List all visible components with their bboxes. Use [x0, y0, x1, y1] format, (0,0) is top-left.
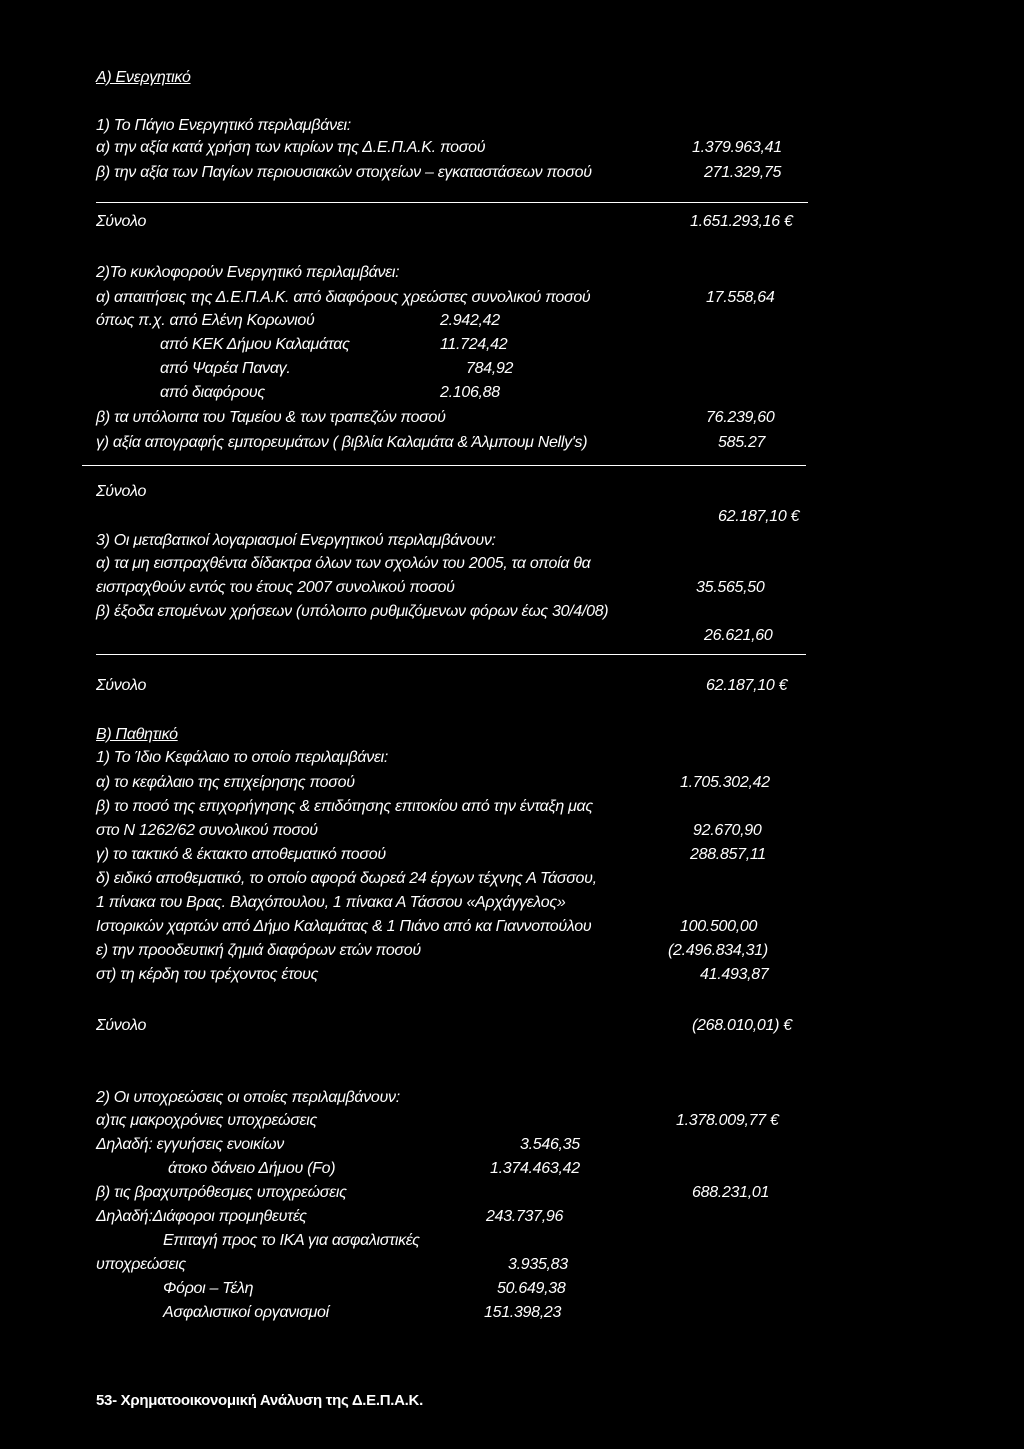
fixed-assets-total-value: 1.651.293,16 € — [690, 213, 793, 230]
current-assets-c-label: γ) αξία απογραφής εμπορευμάτων ( βιβλία Καλαμάτα & Άλμπουμ Nelly's) — [96, 434, 588, 451]
liabilities-b-detail-label: Φόροι – Τέλη — [163, 1280, 254, 1297]
equity-c-label: γ) το τακτικό & έκτακτο αποθεματικό ποσού — [96, 846, 386, 863]
equity-d-label-line2: 1 πίνακα του Βρας. Βλαχόπουλου, 1 πίνακα Α Τάσσου «Αρχάγγελος» — [96, 894, 566, 911]
equity-e-label: ε) την προοδευτική ζημιά διαφόρων ετών ποσού — [96, 942, 421, 959]
liabilities-b-detail-value: 151.398,23 — [484, 1304, 562, 1321]
liabilities-b-detail-value: 243.737,96 — [486, 1208, 564, 1225]
equity-f-value: 41.493,87 — [700, 966, 769, 983]
current-assets-a-value: 17.558,64 — [706, 289, 775, 306]
liabilities-b-detail-label: Δηλαδή:Διάφοροι προμηθευτές — [96, 1208, 307, 1225]
fixed-assets-total-label: Σύνολο — [96, 213, 147, 230]
equity-b-value: 92.670,90 — [693, 822, 762, 839]
divider — [96, 202, 808, 203]
liabilities-a-detail-label: Δηλαδή: εγγυήσεις ενοικίων — [96, 1136, 284, 1153]
liabilities-a-label: α)τις μακροχρόνιες υποχρεώσεις — [96, 1112, 318, 1129]
liabilities-b-detail-value: 3.935,83 — [508, 1256, 568, 1273]
liabilities-b-detail-label: Επιταγή προς το ΙΚΑ για ασφαλιστικές — [163, 1232, 420, 1249]
receivable-item-label: όπως π.χ. από Ελένη Κορωνιού — [96, 312, 315, 329]
receivable-item-value: 2.106,88 — [440, 384, 500, 401]
transitory-b-value: 26.621,60 — [704, 627, 773, 644]
current-assets-title: 2)Το κυκλοφορούν Ενεργητικό περιλαμβάνει: — [96, 264, 400, 281]
liabilities-b-detail-label: Ασφαλιστικοί οργανισμοί — [163, 1304, 329, 1321]
divider — [96, 654, 806, 655]
section-a-heading: Α) Ενεργητικό — [96, 69, 191, 86]
transitory-a-label-line2: εισπραχθούν εντός του έτους 2007 συνολικού ποσού — [96, 579, 455, 596]
equity-d-label-line3: Ιστορικών χαρτών από Δήμο Καλαμάτας & 1 Πιάνο από κα Γιαννοπούλου — [96, 918, 592, 935]
receivable-item-value: 11.724,42 — [440, 336, 508, 353]
equity-title: 1) Το Ίδιο Κεφάλαιο το οποίο περιλαμβάνει: — [96, 749, 389, 766]
liabilities-b-label: β) τις βραχυπρόθεσμες υποχρεώσεις — [96, 1184, 347, 1201]
section-b-heading: Β) Παθητικό — [96, 726, 178, 743]
transitory-total-label: Σύνολο — [96, 677, 147, 694]
transitory-a-label-line1: α) τα μη εισπραχθέντα δίδακτρα όλων των σχολών του 2005, τα οποία θα — [96, 555, 591, 572]
equity-a-value: 1.705.302,42 — [680, 774, 770, 791]
transitory-a-value: 35.565,50 — [696, 579, 765, 596]
equity-e-value: (2.496.834,31) — [668, 942, 768, 959]
current-assets-c-value: 585.27 — [718, 434, 766, 451]
equity-total-label: Σύνολο — [96, 1017, 147, 1034]
receivable-item-value: 784,92 — [466, 360, 514, 377]
receivable-item-label: από Ψαρέα Παναγ. — [160, 360, 291, 377]
fixed-assets-a-value: 1.379.963,41 — [692, 139, 782, 156]
current-assets-total-label: Σύνολο — [96, 483, 147, 500]
equity-c-value: 288.857,11 — [690, 846, 766, 863]
equity-b-label-line2: στο Ν 1262/62 συνολικού ποσού — [96, 822, 318, 839]
liabilities-b-value: 688.231,01 — [692, 1184, 770, 1201]
fixed-assets-b-value: 271.329,75 — [704, 164, 782, 181]
liabilities-b-detail-value: 50.649,38 — [497, 1280, 566, 1297]
receivable-item-value: 2.942,42 — [440, 312, 500, 329]
receivable-item-label: από ΚΕΚ Δήμου Καλαμάτας — [160, 336, 350, 353]
liabilities-a-detail-value: 3.546,35 — [520, 1136, 580, 1153]
liabilities-title: 2) Οι υποχρεώσεις οι οποίες περιλαμβάνουν: — [96, 1089, 400, 1106]
transitory-b-label: β) έξοδα επομένων χρήσεων (υπόλοιπο ρυθμιζόμενων φόρων έως 30/4/08) — [96, 603, 609, 620]
transitory-total-value: 62.187,10 € — [706, 677, 788, 694]
receivable-item-label: από διαφόρους — [160, 384, 265, 401]
equity-d-value: 100.500,00 — [680, 918, 758, 935]
current-assets-a-label: α) απαιτήσεις της Δ.Ε.Π.Α.Κ. από διαφόρους χρεώστες συνολικού ποσού — [96, 289, 591, 306]
fixed-assets-b-label: β) την αξία των Παγίων περιουσιακών στοιχείων – εγκαταστάσεων ποσού — [96, 164, 592, 181]
transitory-title: 3) Οι μεταβατικοί λογαριασμοί Ενεργητικού περιλαμβάνουν: — [96, 532, 496, 549]
liabilities-a-value: 1.378.009,77 € — [676, 1112, 779, 1129]
fixed-assets-title: 1) Το Πάγιο Ενεργητικό περιλαμβάνει: — [96, 117, 351, 134]
divider — [82, 465, 806, 466]
fixed-assets-a-label: α) την αξία κατά χρήση των κτιρίων της Δ.Ε.Π.Α.Κ. ποσού — [96, 139, 486, 156]
equity-total-value: (268.010,01) € — [692, 1017, 792, 1034]
equity-d-label-line1: δ) ειδικό αποθεματικό, το οποίο αφορά δωρεά 24 έργων τέχνης Α Τάσσου, — [96, 870, 597, 887]
liabilities-a-detail-value: 1.374.463,42 — [490, 1160, 580, 1177]
page-footer: 53- Χρηματοοικονομική Ανάλυση της Δ.Ε.Π.Α.Κ. — [96, 1392, 423, 1409]
current-assets-b-value: 76.239,60 — [706, 409, 775, 426]
liabilities-b-detail-label: υποχρεώσεις — [96, 1256, 186, 1273]
current-assets-b-label: β) τα υπόλοιπα του Ταμείου & των τραπεζών ποσού — [96, 409, 446, 426]
equity-b-label-line1: β) το ποσό της επιχορήγησης & επιδότησης επιτοκίου από την ένταξη μας — [96, 798, 593, 815]
equity-a-label: α) το κεφάλαιο της επιχείρησης ποσού — [96, 774, 355, 791]
current-assets-total-value: 62.187,10 € — [718, 508, 800, 525]
equity-f-label: στ) τη κέρδη του τρέχοντος έτους — [96, 966, 319, 983]
liabilities-a-detail-label: άτοκο δάνειο Δήμου (Fo) — [168, 1160, 336, 1177]
